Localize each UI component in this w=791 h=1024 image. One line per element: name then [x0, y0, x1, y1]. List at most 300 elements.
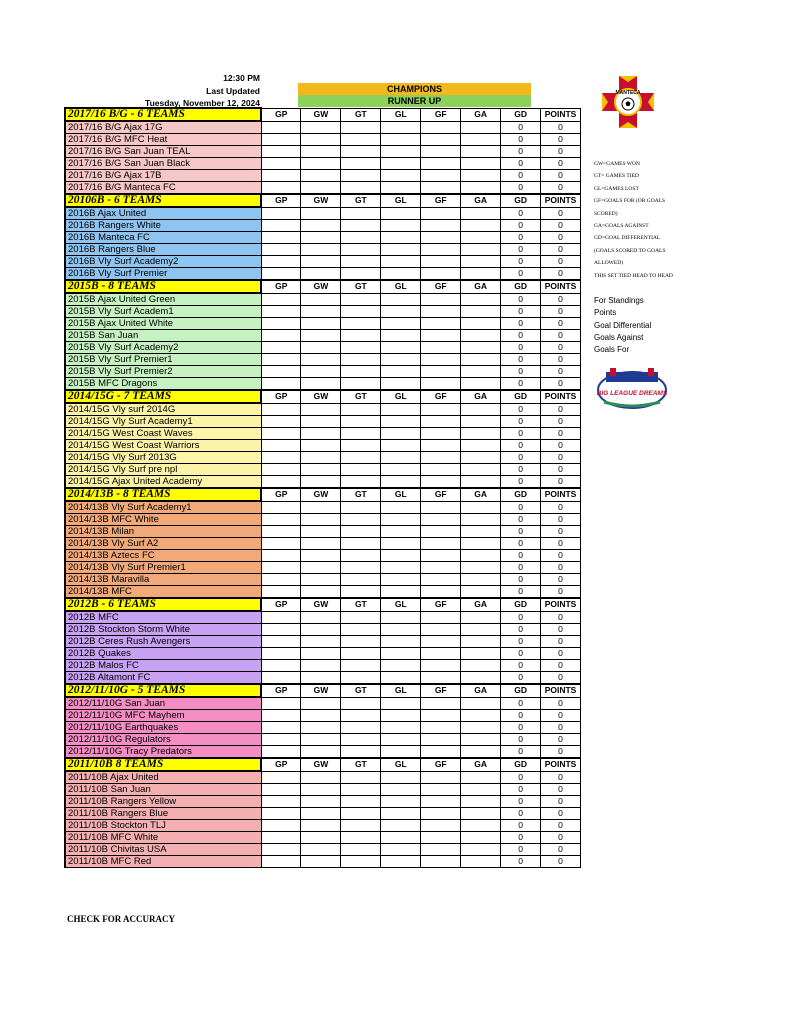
- cell-gf: [421, 697, 461, 710]
- team-name: 2014/15G Ajax United Academy: [65, 476, 261, 489]
- team-name: 2015B MFC Dragons: [65, 378, 261, 391]
- cell-gd: 0: [501, 416, 541, 428]
- team-name: 2014/13B MFC White: [65, 514, 261, 526]
- cell-gd: 0: [501, 796, 541, 808]
- column-header-ga: GA: [461, 390, 501, 403]
- cell-gp: [261, 464, 301, 476]
- column-header-gp: GP: [261, 488, 301, 501]
- cell-gw: [301, 734, 341, 746]
- cell-points: 0: [541, 256, 581, 268]
- runner-up-legend: RUNNER UP: [298, 95, 531, 107]
- cell-gd: 0: [501, 660, 541, 672]
- division-header-row: [65, 598, 581, 611]
- abbr-ga: GA=GOALS AGAINST: [594, 223, 649, 230]
- cell-points: 0: [541, 428, 581, 440]
- cell-ga: [461, 808, 501, 820]
- team-name: 2012B Quakes: [65, 648, 261, 660]
- cell-gw: [301, 611, 341, 624]
- division-header-row: [65, 108, 581, 121]
- cell-gp: [261, 158, 301, 170]
- cell-ga: [461, 672, 501, 685]
- team-name: 2017/16 B/G Ajax 17B: [65, 170, 261, 182]
- cell-gd: 0: [501, 378, 541, 391]
- division-title: 2014/15G - 7 TEAMS: [65, 390, 261, 403]
- cell-ga: [461, 342, 501, 354]
- cell-gd: 0: [501, 440, 541, 452]
- cell-gt: [341, 403, 381, 416]
- team-name: 2011/10B MFC White: [65, 832, 261, 844]
- cell-gt: [341, 158, 381, 170]
- cell-gf: [421, 562, 461, 574]
- cell-gd: 0: [501, 820, 541, 832]
- cell-gd: 0: [501, 501, 541, 514]
- cell-gl: [381, 476, 421, 489]
- cell-gt: [341, 428, 381, 440]
- cell-gf: [421, 784, 461, 796]
- cell-gl: [381, 207, 421, 220]
- cell-gf: [421, 354, 461, 366]
- abbr-gf-cont: SCORED): [594, 210, 618, 217]
- team-name: 2011/10B Chivitas USA: [65, 844, 261, 856]
- cell-ga: [461, 514, 501, 526]
- team-name: 2014/15G Vly Surf Academy1: [65, 416, 261, 428]
- cell-gd: 0: [501, 856, 541, 868]
- team-name: 2012/11/10G MFC Mayhem: [65, 710, 261, 722]
- column-header-gl: GL: [381, 598, 421, 611]
- cell-ga: [461, 624, 501, 636]
- cell-ga: [461, 636, 501, 648]
- cell-gt: [341, 268, 381, 281]
- cell-gd: 0: [501, 158, 541, 170]
- column-header-gl: GL: [381, 684, 421, 697]
- column-header-points: POINTS: [541, 194, 581, 207]
- cell-gd: 0: [501, 574, 541, 586]
- cell-gw: [301, 538, 341, 550]
- cell-gp: [261, 784, 301, 796]
- cell-ga: [461, 134, 501, 146]
- cell-gf: [421, 366, 461, 378]
- cell-gp: [261, 342, 301, 354]
- cell-ga: [461, 734, 501, 746]
- column-header-points: POINTS: [541, 758, 581, 771]
- cell-ga: [461, 820, 501, 832]
- cell-gw: [301, 710, 341, 722]
- table-row: [65, 636, 581, 648]
- cell-gf: [421, 182, 461, 195]
- cell-gp: [261, 244, 301, 256]
- table-row: [65, 856, 581, 868]
- cell-points: 0: [541, 574, 581, 586]
- cell-gp: [261, 232, 301, 244]
- team-name: 2016B Ajax United: [65, 207, 261, 220]
- table-row: [65, 378, 581, 391]
- cell-gw: [301, 403, 341, 416]
- cell-points: 0: [541, 844, 581, 856]
- table-row: [65, 416, 581, 428]
- table-row: [65, 182, 581, 195]
- cell-gw: [301, 660, 341, 672]
- cell-gp: [261, 624, 301, 636]
- cell-points: 0: [541, 268, 581, 281]
- column-header-gw: GW: [301, 758, 341, 771]
- team-name: 2017/16 B/G San Juan Black: [65, 158, 261, 170]
- cell-points: 0: [541, 734, 581, 746]
- team-name: 2016B Rangers White: [65, 220, 261, 232]
- column-header-points: POINTS: [541, 684, 581, 697]
- table-row: [65, 232, 581, 244]
- column-header-gd: GD: [501, 390, 541, 403]
- team-name: 2014/15G West Coast Waves: [65, 428, 261, 440]
- abbreviation-notes: [594, 158, 694, 282]
- cell-gd: 0: [501, 232, 541, 244]
- cell-gd: 0: [501, 526, 541, 538]
- cell-points: 0: [541, 464, 581, 476]
- cell-ga: [461, 476, 501, 489]
- table-row: [65, 220, 581, 232]
- cell-gw: [301, 268, 341, 281]
- cell-points: 0: [541, 586, 581, 599]
- cell-gt: [341, 697, 381, 710]
- cell-gw: [301, 306, 341, 318]
- table-row: [65, 306, 581, 318]
- cell-gf: [421, 134, 461, 146]
- cell-points: 0: [541, 293, 581, 306]
- table-row: [65, 538, 581, 550]
- column-header-gp: GP: [261, 684, 301, 697]
- cell-gl: [381, 796, 421, 808]
- cell-gt: [341, 207, 381, 220]
- table-row: [65, 452, 581, 464]
- cell-ga: [461, 440, 501, 452]
- cell-ga: [461, 574, 501, 586]
- cell-gl: [381, 318, 421, 330]
- table-row: [65, 771, 581, 784]
- cell-gl: [381, 550, 421, 562]
- column-header-gp: GP: [261, 194, 301, 207]
- cell-points: 0: [541, 366, 581, 378]
- division-title: 2014/13B - 8 TEAMS: [65, 488, 261, 501]
- cell-gl: [381, 244, 421, 256]
- cell-gt: [341, 452, 381, 464]
- cell-gp: [261, 672, 301, 685]
- table-row: [65, 514, 581, 526]
- cell-gd: 0: [501, 611, 541, 624]
- cell-points: 0: [541, 820, 581, 832]
- cell-gt: [341, 574, 381, 586]
- table-row: [65, 134, 581, 146]
- cell-gf: [421, 464, 461, 476]
- cell-gl: [381, 182, 421, 195]
- cell-gw: [301, 146, 341, 158]
- cell-gl: [381, 293, 421, 306]
- cell-gt: [341, 550, 381, 562]
- cell-gt: [341, 844, 381, 856]
- cell-gp: [261, 746, 301, 759]
- cell-gp: [261, 378, 301, 391]
- cell-gt: [341, 306, 381, 318]
- cell-ga: [461, 416, 501, 428]
- table-row: [65, 648, 581, 660]
- team-name: 2015B Ajax United Green: [65, 293, 261, 306]
- table-row: [65, 170, 581, 182]
- cell-gt: [341, 820, 381, 832]
- cell-ga: [461, 244, 501, 256]
- cell-gw: [301, 342, 341, 354]
- column-header-gl: GL: [381, 280, 421, 293]
- cell-gw: [301, 244, 341, 256]
- cell-ga: [461, 526, 501, 538]
- cell-gp: [261, 207, 301, 220]
- cell-gd: 0: [501, 784, 541, 796]
- cell-gf: [421, 268, 461, 281]
- team-name: 2014/13B MFC: [65, 586, 261, 599]
- cell-gp: [261, 722, 301, 734]
- cell-gl: [381, 354, 421, 366]
- table-row: [65, 158, 581, 170]
- cell-points: 0: [541, 710, 581, 722]
- cell-gl: [381, 452, 421, 464]
- column-header-gf: GF: [421, 598, 461, 611]
- cell-gl: [381, 134, 421, 146]
- cell-gf: [421, 611, 461, 624]
- cell-points: 0: [541, 501, 581, 514]
- table-row: [65, 550, 581, 562]
- cell-gd: 0: [501, 244, 541, 256]
- table-row: [65, 844, 581, 856]
- cell-gd: 0: [501, 256, 541, 268]
- division-title: 2017/16 B/G - 6 TEAMS: [65, 108, 261, 121]
- cell-ga: [461, 856, 501, 868]
- cell-points: 0: [541, 306, 581, 318]
- cell-ga: [461, 710, 501, 722]
- cell-gp: [261, 416, 301, 428]
- cell-gt: [341, 624, 381, 636]
- column-header-gt: GT: [341, 598, 381, 611]
- cell-ga: [461, 158, 501, 170]
- cell-ga: [461, 464, 501, 476]
- cell-gf: [421, 452, 461, 464]
- cell-gt: [341, 170, 381, 182]
- cell-ga: [461, 796, 501, 808]
- cell-gd: 0: [501, 832, 541, 844]
- cell-gd: 0: [501, 318, 541, 330]
- team-name: 2016B Vly Surf Academy2: [65, 256, 261, 268]
- cell-gl: [381, 660, 421, 672]
- team-name: 2012B Altamont FC: [65, 672, 261, 685]
- cell-gf: [421, 526, 461, 538]
- team-name: 2017/16 B/G Ajax 17G: [65, 121, 261, 134]
- cell-gp: [261, 293, 301, 306]
- team-name: 2014/15G Vly surf 2014G: [65, 403, 261, 416]
- cell-points: 0: [541, 403, 581, 416]
- cell-gd: 0: [501, 464, 541, 476]
- cell-ga: [461, 722, 501, 734]
- cell-ga: [461, 501, 501, 514]
- team-name: 2011/10B Ajax United: [65, 771, 261, 784]
- team-name: 2017/16 B/G San Juan TEAL: [65, 146, 261, 158]
- cell-gw: [301, 476, 341, 489]
- cell-gw: [301, 232, 341, 244]
- cell-gl: [381, 856, 421, 868]
- cell-gp: [261, 648, 301, 660]
- manteca-logo-text: MANTECA: [615, 90, 641, 96]
- cell-ga: [461, 170, 501, 182]
- cell-points: 0: [541, 796, 581, 808]
- team-name: 2012/11/10G Tracy Predators: [65, 746, 261, 759]
- cell-gf: [421, 440, 461, 452]
- table-row: [65, 268, 581, 281]
- cell-gd: 0: [501, 330, 541, 342]
- cell-gp: [261, 330, 301, 342]
- cell-ga: [461, 121, 501, 134]
- cell-gt: [341, 636, 381, 648]
- cell-points: 0: [541, 182, 581, 195]
- cell-gl: [381, 170, 421, 182]
- cell-ga: [461, 452, 501, 464]
- cell-ga: [461, 611, 501, 624]
- cell-gt: [341, 526, 381, 538]
- cell-gf: [421, 342, 461, 354]
- table-row: [65, 611, 581, 624]
- cell-gt: [341, 416, 381, 428]
- division-header-row: [65, 194, 581, 207]
- abbr-gw: GW=GAMES WON: [594, 161, 640, 167]
- column-header-gw: GW: [301, 194, 341, 207]
- cell-points: 0: [541, 220, 581, 232]
- team-name: 2011/10B MFC Red: [65, 856, 261, 868]
- cell-points: 0: [541, 562, 581, 574]
- column-header-gw: GW: [301, 390, 341, 403]
- cell-gw: [301, 808, 341, 820]
- cell-gf: [421, 538, 461, 550]
- table-row: [65, 734, 581, 746]
- division-header-row: [65, 684, 581, 697]
- team-name: 2012/11/10G San Juan: [65, 697, 261, 710]
- cell-gd: 0: [501, 220, 541, 232]
- cell-points: 0: [541, 318, 581, 330]
- cell-gd: 0: [501, 538, 541, 550]
- cell-ga: [461, 586, 501, 599]
- table-row: [65, 796, 581, 808]
- cell-gw: [301, 624, 341, 636]
- column-header-gt: GT: [341, 390, 381, 403]
- cell-gt: [341, 538, 381, 550]
- cell-ga: [461, 784, 501, 796]
- table-row: [65, 501, 581, 514]
- cell-gt: [341, 856, 381, 868]
- cell-gd: 0: [501, 734, 541, 746]
- update-info: [100, 72, 260, 110]
- cell-points: 0: [541, 746, 581, 759]
- table-row: [65, 574, 581, 586]
- cell-gp: [261, 796, 301, 808]
- column-header-gf: GF: [421, 390, 461, 403]
- cell-gp: [261, 182, 301, 195]
- cell-gf: [421, 550, 461, 562]
- cell-gd: 0: [501, 182, 541, 195]
- team-name: 2014/15G Vly Surf pre npl: [65, 464, 261, 476]
- cell-gl: [381, 538, 421, 550]
- cell-gf: [421, 403, 461, 416]
- cell-gl: [381, 366, 421, 378]
- cell-points: 0: [541, 416, 581, 428]
- cell-gl: [381, 330, 421, 342]
- cell-gp: [261, 428, 301, 440]
- cell-gw: [301, 440, 341, 452]
- cell-gl: [381, 574, 421, 586]
- cell-ga: [461, 403, 501, 416]
- cell-ga: [461, 378, 501, 391]
- champions-legend: CHAMPIONS: [298, 83, 531, 95]
- cell-gt: [341, 256, 381, 268]
- cell-gw: [301, 220, 341, 232]
- cell-gf: [421, 672, 461, 685]
- cell-points: 0: [541, 330, 581, 342]
- cell-gt: [341, 330, 381, 342]
- cell-gf: [421, 146, 461, 158]
- cell-gl: [381, 440, 421, 452]
- sort-gf: Goals For: [594, 345, 630, 355]
- team-name: 2011/10B San Juan: [65, 784, 261, 796]
- cell-gt: [341, 710, 381, 722]
- cell-gl: [381, 342, 421, 354]
- cell-gw: [301, 832, 341, 844]
- column-header-gw: GW: [301, 280, 341, 293]
- cell-gl: [381, 416, 421, 428]
- table-row: [65, 293, 581, 306]
- cell-gw: [301, 636, 341, 648]
- cell-points: 0: [541, 232, 581, 244]
- column-header-points: POINTS: [541, 598, 581, 611]
- update-time: 12:30 PM: [223, 73, 260, 83]
- column-header-points: POINTS: [541, 390, 581, 403]
- team-name: 2014/13B Vly Surf A2: [65, 538, 261, 550]
- sort-heading: For Standings: [594, 296, 644, 305]
- cell-gf: [421, 636, 461, 648]
- column-header-points: POINTS: [541, 488, 581, 501]
- cell-gt: [341, 746, 381, 759]
- table-row: [65, 244, 581, 256]
- column-header-ga: GA: [461, 684, 501, 697]
- cell-gw: [301, 121, 341, 134]
- cell-gp: [261, 538, 301, 550]
- cell-gl: [381, 746, 421, 759]
- cell-gd: 0: [501, 354, 541, 366]
- cell-gl: [381, 428, 421, 440]
- cell-gt: [341, 796, 381, 808]
- cell-gd: 0: [501, 746, 541, 759]
- cell-gl: [381, 784, 421, 796]
- sort-order-note: [594, 295, 651, 356]
- cell-gw: [301, 464, 341, 476]
- cell-gt: [341, 734, 381, 746]
- cell-points: 0: [541, 856, 581, 868]
- column-header-ga: GA: [461, 280, 501, 293]
- cell-gw: [301, 746, 341, 759]
- column-header-gd: GD: [501, 280, 541, 293]
- team-name: 2015B San Juan: [65, 330, 261, 342]
- column-header-gw: GW: [301, 684, 341, 697]
- team-name: 2016B Manteca FC: [65, 232, 261, 244]
- cell-points: 0: [541, 808, 581, 820]
- column-header-gt: GT: [341, 758, 381, 771]
- cell-gp: [261, 354, 301, 366]
- cell-gl: [381, 501, 421, 514]
- sort-ga: Goals Against: [594, 332, 644, 342]
- cell-gt: [341, 134, 381, 146]
- cell-gd: 0: [501, 586, 541, 599]
- cell-ga: [461, 268, 501, 281]
